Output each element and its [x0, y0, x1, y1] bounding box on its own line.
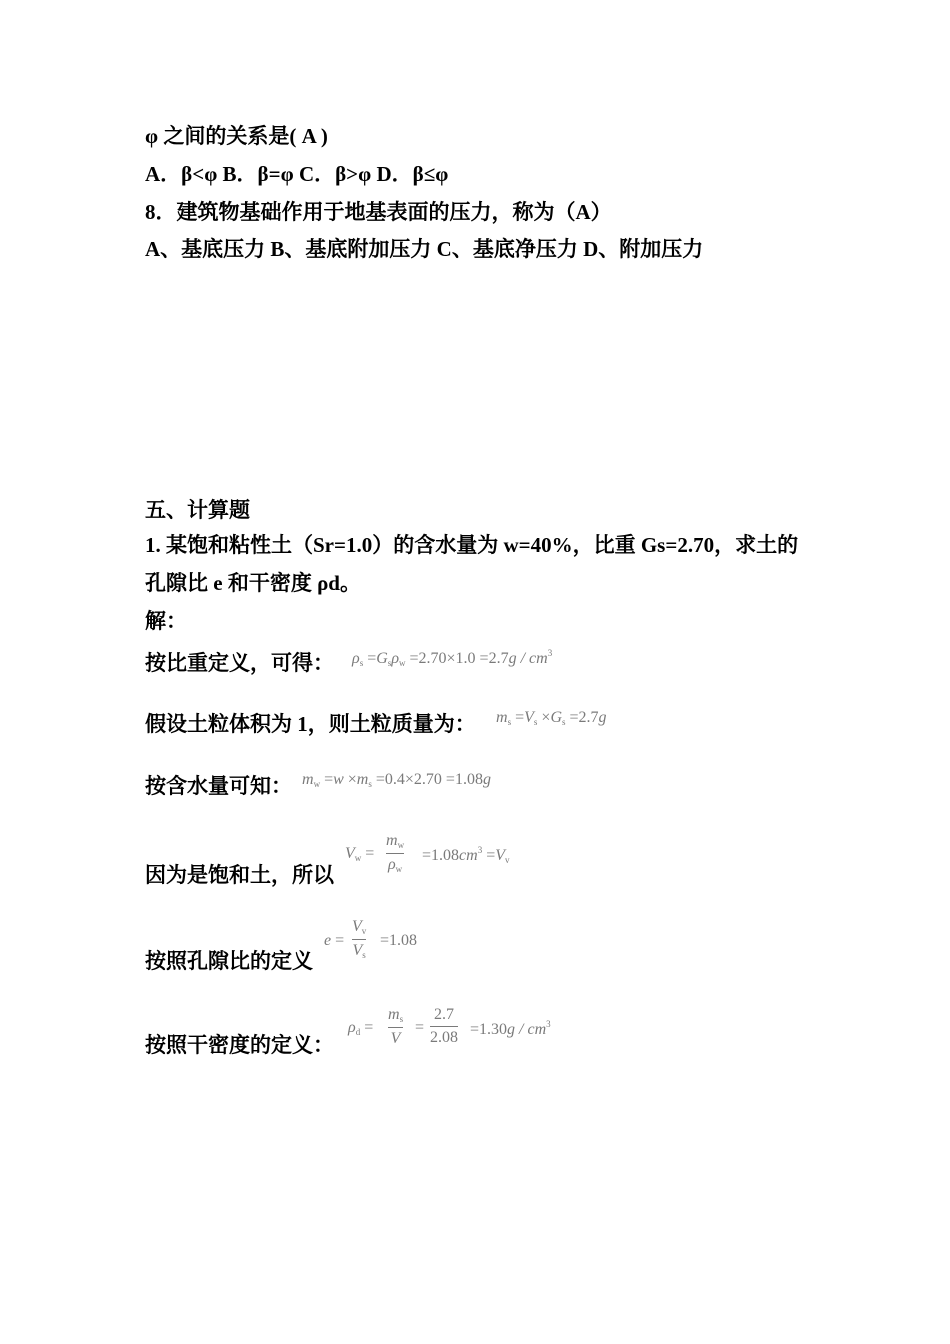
solution-label: 解：: [145, 609, 187, 633]
question7-tail: φ 之间的关系是( A ): [145, 124, 328, 148]
step4-fraction: $m_w$ $\rho_w$: [386, 832, 405, 874]
step2-label: 假设土粒体积为 1，则土粒质量为：: [145, 712, 476, 736]
step4-rhs: $=1.08cm^3 =V_v$: [422, 845, 510, 865]
problem1-line2: 孔隙比 e 和干密度 ρd。: [145, 571, 361, 595]
step4-label: 因为是饱和土，所以: [145, 863, 334, 887]
step3-formula: $m_w =w \times m_s =0.4\times 2.70 =1.08g$: [302, 771, 491, 789]
step1-label: 按比重定义，可得：: [145, 651, 334, 675]
section-title: 五、计算题: [145, 498, 250, 522]
step6-rhs: $=1.30g / cm^3$: [470, 1019, 551, 1038]
step6-label: 按照干密度的定义：: [145, 1033, 334, 1057]
question7-options: A．β<φ B．β=φ C．β>φ D．β≤φ: [145, 162, 449, 186]
step5-fraction: $V_v$ $V_s$: [352, 918, 367, 960]
question8-options: A、基底压力 B、基底附加压力 C、基底净压力 D、附加压力: [145, 237, 704, 261]
question8-stem: 8．建筑物基础作用于地基表面的压力，称为（A）: [145, 200, 612, 224]
step5-lhs: e =: [324, 932, 345, 949]
step1-formula: $\rho_s =G_s\rho_w =2.70\times 1.0 =2.7g / cm^3$: [352, 648, 553, 668]
step5-label: 按照孔隙比的定义: [145, 949, 313, 973]
step5-rhs: =1.08: [380, 932, 418, 949]
step6-fraction-numeric: 2.7 2.08: [430, 1006, 458, 1046]
step2-formula: $m_s =V_s \times G_s =2.7g$: [496, 709, 607, 727]
step4-lhs: $V_w$ =: [345, 845, 375, 863]
step6-fraction-symbolic: $m_s$ V: [388, 1006, 404, 1047]
step6-equals: =: [415, 1019, 425, 1036]
step3-label: 按含水量可知：: [145, 774, 292, 798]
step6-lhs: $\rho_d$ =: [348, 1019, 374, 1037]
problem1-line1: 1. 某饱和粘性土（Sr=1.0）的含水量为 w=40%，比重 Gs=2.70，求土的: [145, 533, 799, 557]
